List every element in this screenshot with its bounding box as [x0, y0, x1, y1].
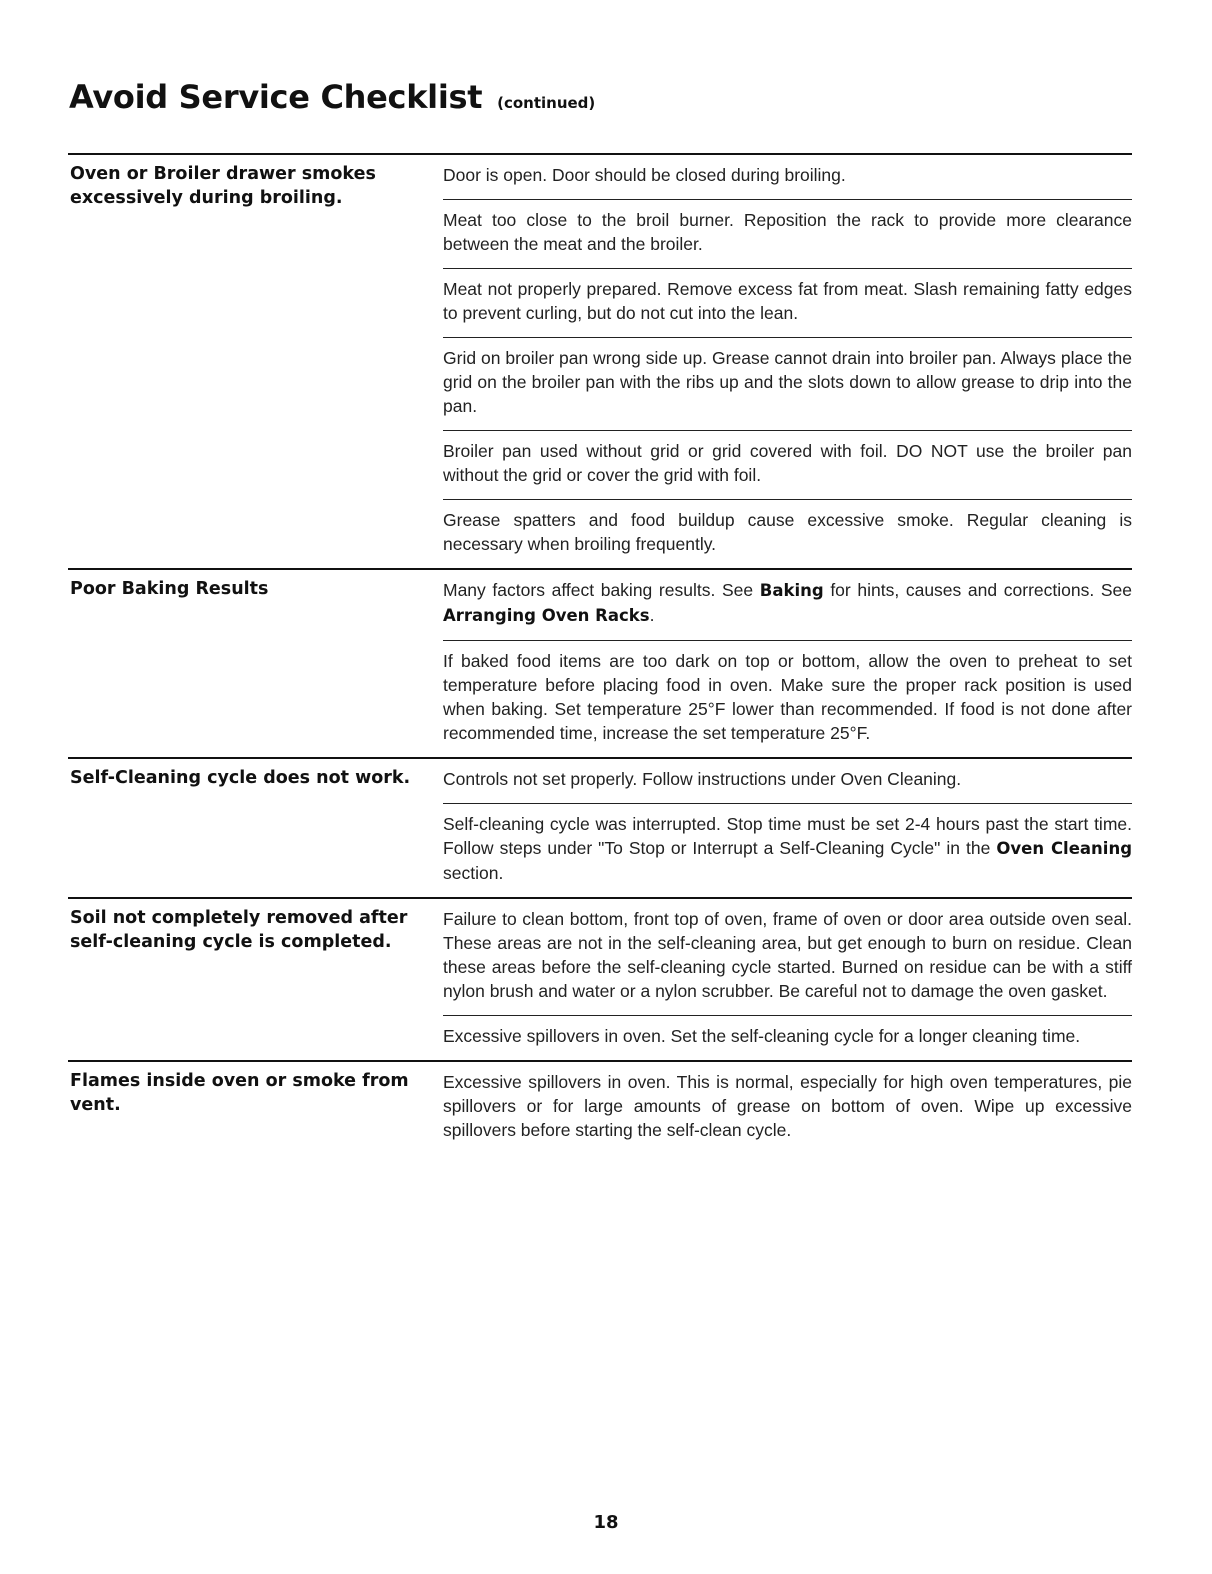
checklist-row [68, 897, 1132, 1060]
solution-item: Grid on broiler pan wrong side up. Grease cannot drain into broiler pan. Always place the grid on the broiler pan with the ribs up and the slots down to allow grease to drip into the pan. [443, 337, 1132, 430]
solution-item: Excessive spillovers in oven. This is normal, especially for high oven temperatures, pie spillovers or for large amounts of grease on bottom of oven. Wipe up excessive spillovers before starting the self-clean cycle. [443, 1072, 1132, 1140]
solution-item: Many factors affect baking results. See Baking for hints, causes and corrections. See Arranging Oven Racks. [443, 580, 1132, 625]
solution-item: If baked food items are too dark on top or bottom, allow the oven to preheat to set temperature before placing food in oven. Make sure the proper rack position is used when baking. Set temperature 25°F lower than recommended. If food is not done after recommended time, increase the set temperature 25°F. [443, 640, 1132, 757]
solution-list [443, 570, 1132, 757]
checklist-row [68, 757, 1132, 897]
solution-item: Broiler pan used without grid or grid covered with foil. DO NOT use the broiler pan without the grid or cover the grid with foil. [443, 430, 1132, 499]
checklist-row [68, 153, 1132, 568]
cross-reference: Baking [759, 581, 824, 600]
solution-item: Controls not set properly. Follow instructions under Oven Cleaning. [443, 769, 962, 789]
solution-list [443, 155, 1132, 568]
solution-item: Meat too close to the broil burner. Reposition the rack to provide more clearance between the meat and the broiler. [443, 199, 1132, 268]
problem-label: Poor Baking Results [70, 579, 269, 599]
solution-list [443, 1062, 1132, 1154]
page-title [69, 78, 595, 116]
solution-item: Self-cleaning cycle was interrupted. Stop time must be set 2-4 hours past the start time. Follow steps under "To Stop or Interrupt a Self-Cleaning Cycle" in the Oven Cleaning section. [443, 803, 1132, 897]
checklist-row [68, 1060, 1132, 1154]
page-title-text: Avoid Service Checklist [69, 78, 483, 116]
solution-item: Door is open. Door should be closed during broiling. [443, 165, 846, 185]
problem-label: Flames inside oven or smoke from vent. [70, 1071, 409, 1115]
solution-item: Meat not properly prepared. Remove excess fat from meat. Slash remaining fatty edges to prevent curling, but do not cut into the lean. [443, 268, 1132, 337]
page-number: 18 [593, 1512, 619, 1533]
checklist-row [68, 568, 1132, 757]
problem-label: Soil not completely removed after self-cleaning cycle is completed. [70, 908, 408, 952]
problem-label: Self-Cleaning cycle does not work. [70, 768, 411, 788]
cross-reference: Arranging Oven Racks [443, 606, 650, 625]
solution-item: Excessive spillovers in oven. Set the self-cleaning cycle for a longer cleaning time. [443, 1015, 1132, 1060]
solution-item: Failure to clean bottom, front top of oven, frame of oven or door area outside oven seal. These areas are not in the self-cleaning area, but get enough to burn on residue. Clean these areas before the self-cleaning cycle started. Burned on residue can be with a stiff nylon brush and water or a nylon scrubber. Be careful not to damage the oven gasket. [443, 909, 1132, 1001]
cross-reference: Oven Cleaning [996, 839, 1132, 858]
solution-item: Grease spatters and food buildup cause excessive smoke. Regular cleaning is necessary when broiling frequently. [443, 499, 1132, 568]
problem-label: Oven or Broiler drawer smokes excessively during broiling. [70, 164, 376, 208]
solution-list [443, 899, 1132, 1060]
page-title-suffix: (continued) [497, 94, 596, 112]
solution-list [443, 759, 1132, 897]
checklist-table [68, 153, 1132, 1154]
